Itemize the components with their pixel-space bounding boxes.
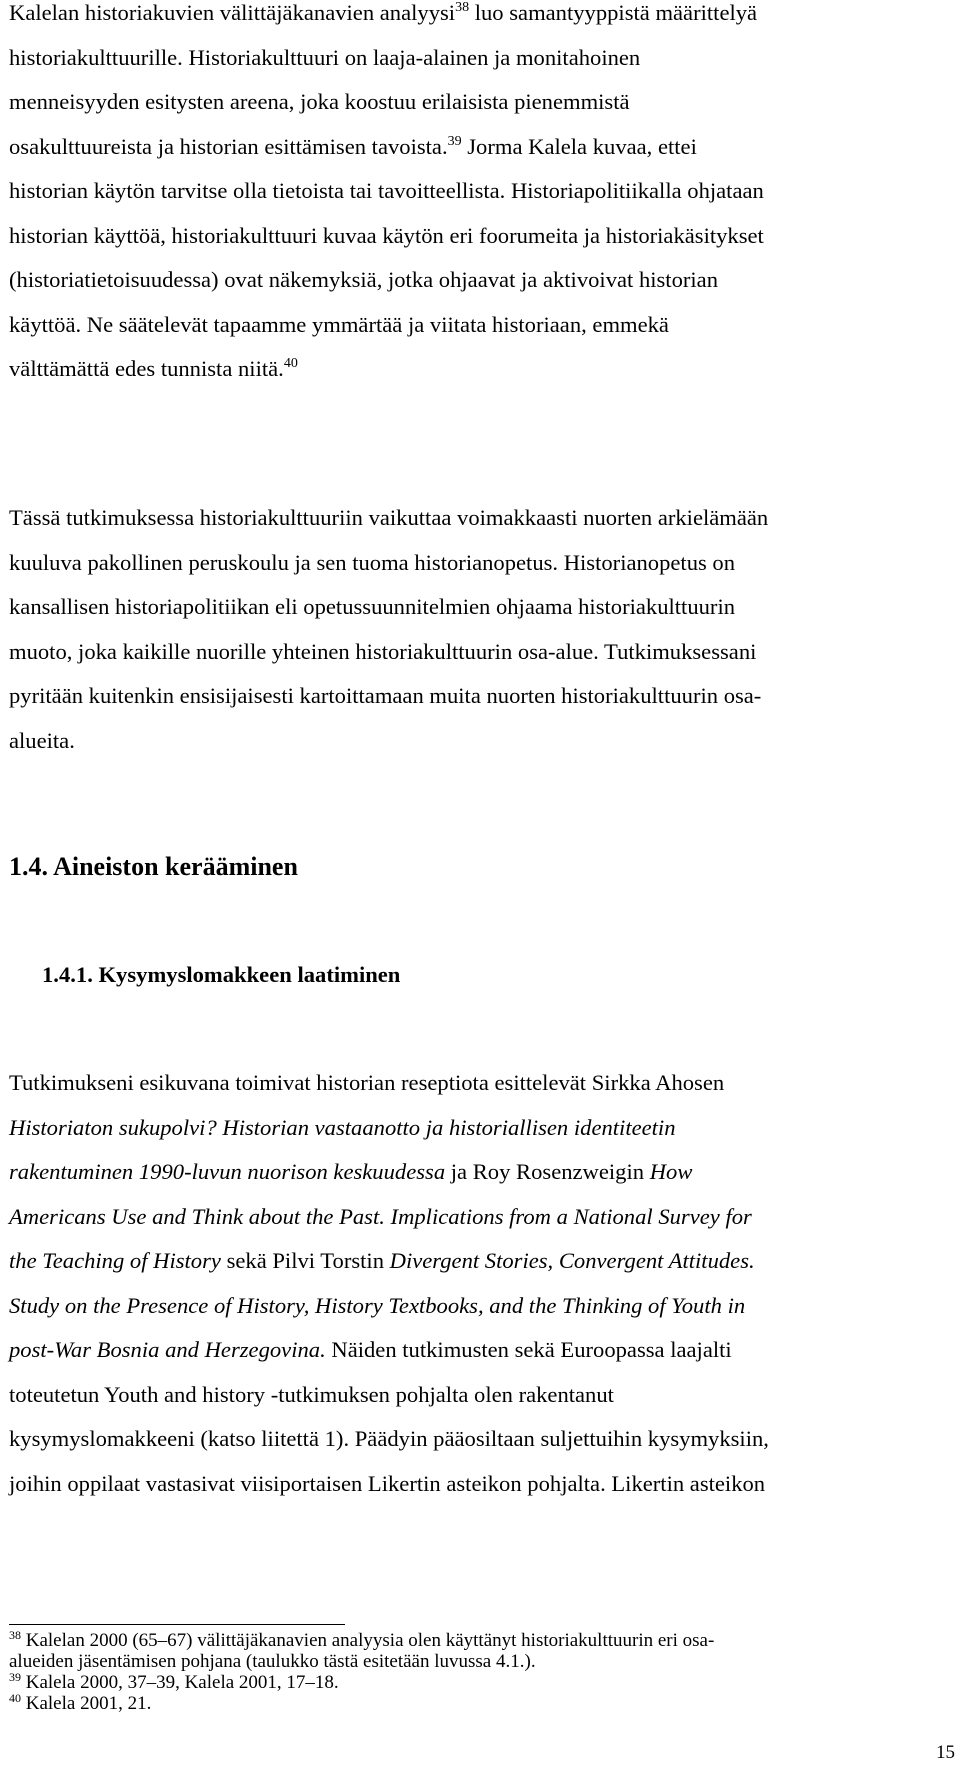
paragraph-2: [9, 496, 955, 763]
italic-title-run: the Teaching of History: [9, 1248, 221, 1273]
text-run: Tutkimukseni esikuvana toimivat historian reseptiota esittelevät Sirkka Ahosen: [9, 1070, 725, 1095]
text-line: [9, 1284, 955, 1329]
page-number: 15: [936, 1742, 955, 1763]
text-line: Tässä tutkimuksessa historiakulttuuriin vaikuttaa voimakkaasti nuorten arkielämään: [9, 505, 769, 530]
text-line: kansallisen historiapolitiikan eli opetussuunnitelmien ohjaama historiakulttuurin: [9, 594, 736, 619]
text-line: Kalelan historiakuvien välittäjäkanavien analyysi$^{38}$ luo samantyyppistä määrittelyä: [9, 0, 758, 25]
text-line: alueita.: [9, 727, 75, 753]
text-line: [9, 1462, 955, 1507]
text-line: [9, 1106, 955, 1151]
text-line: [9, 1417, 955, 1462]
footnote-divider: [9, 1624, 345, 1625]
text-run: Näiden tutkimusten sekä Euroopassa laajalti: [325, 1337, 732, 1362]
footnote-40: $^{40}$ Kalela 2001, 21.: [9, 1691, 152, 1714]
text-line: muoto, joka kaikille nuorille yhteinen historiakulttuurin osa-alue. Tutkimuksessani: [9, 638, 757, 664]
text-run: toteutetun Youth and history -tutkimuksen pohjalta olen rakentanut: [9, 1381, 614, 1407]
text-line: [9, 1195, 955, 1240]
text-line: historiakulttuurille. Historiakulttuuri on laaja-alainen ja monitahoinen: [9, 44, 641, 70]
text-line: pyritään kuitenkin ensisijaisesti kartoittamaan muita nuorten historiakulttuurin osa-: [9, 683, 762, 708]
italic-title-run: Divergent Stories, Convergent Attitudes.: [389, 1248, 755, 1273]
paragraph-3: [9, 1061, 955, 1506]
text-run: ja Roy Rosenzweigin: [445, 1159, 650, 1184]
footnote-38-continued: alueiden jäsentämisen pohjana (taulukko tästä esitetään luvussa 4.1.).: [9, 1651, 536, 1672]
text-run: sekä Pilvi Torstin: [220, 1248, 390, 1273]
text-line: kuuluva pakollinen peruskoulu ja sen tuoma historianopetus. Historianopetus on: [9, 549, 736, 575]
section-heading: 1.4. Aineiston kerääminen: [9, 852, 298, 881]
footnote-38: $^{38}$ Kalelan 2000 (65–67) välittäjäkanavien analyysia olen käyttänyt historiakulttuurin eri osa-: [9, 1628, 715, 1651]
text-line: [9, 1239, 955, 1284]
text-line: välttämättä edes tunnista niitä.$^{40}$: [9, 356, 298, 381]
text-line: käyttöä. Ne säätelevät tapaamme ymmärtää ja viitata historiaan, emmekä: [9, 311, 669, 337]
text-line: osakulttuureista ja historian esittämisen tavoista.$^{39}$ Jorma Kalela kuvaa, ettei: [9, 133, 697, 159]
italic-title-run: post-War Bosnia and Herzegovina.: [9, 1337, 326, 1362]
italic-title-run: Americans Use and Think about the Past. Implications from a National Survey for: [9, 1203, 752, 1229]
text-line: [9, 1373, 955, 1418]
text-line: (historiatietoisuudessa) ovat näkemyksiä, jotka ohjaavat ja aktivoivat historian: [9, 267, 719, 292]
text-line: historian käytön tarvitse olla tietoista tai tavoitteellista. Historiapolitiikalla ohjataan: [9, 178, 764, 203]
text-run: joihin oppilaat vastasivat viisiportaisen Likertin asteikon pohjalta. Likertin asteikon: [9, 1470, 766, 1496]
footnote-ref-40[interactable]: 40: [283, 356, 298, 371]
italic-title-run: How: [649, 1159, 693, 1184]
italic-title-run: Historiaton sukupolvi? Historian vastaanotto ja historiallisen identiteetin: [9, 1114, 676, 1140]
text-line: menneisyyden esitysten areena, joka koostuu erilaisista pienemmistä: [9, 89, 630, 114]
text-run: kysymyslomakkeeni (katso liitettä 1). Päädyin pääosiltaan suljettuihin kysymyksiin,: [9, 1426, 769, 1451]
italic-title-run: rakentuminen 1990-luvun nuorison keskuudessa: [9, 1159, 446, 1184]
text-line: [9, 1328, 955, 1373]
footnote-ref-38[interactable]: 38: [455, 0, 470, 15]
text-line: historian käyttöä, historiakulttuuri kuvaa käytön eri foorumeita ja historiakäsitykset: [9, 222, 764, 248]
footnote-ref-39[interactable]: 39: [447, 133, 462, 149]
subsection-heading: 1.4.1. Kysymyslomakkeen laatiminen: [42, 962, 401, 987]
text-line: [9, 1061, 955, 1106]
paragraph-1: [9, 0, 955, 392]
text-line: [9, 1150, 955, 1195]
footnotes: [9, 1630, 955, 1714]
footnote-39: $^{39}$ Kalela 2000, 37–39, Kalela 2001, 17–18.: [9, 1670, 339, 1693]
italic-title-run: Study on the Presence of History, History Textbooks, and the Thinking of Youth in: [9, 1292, 746, 1318]
